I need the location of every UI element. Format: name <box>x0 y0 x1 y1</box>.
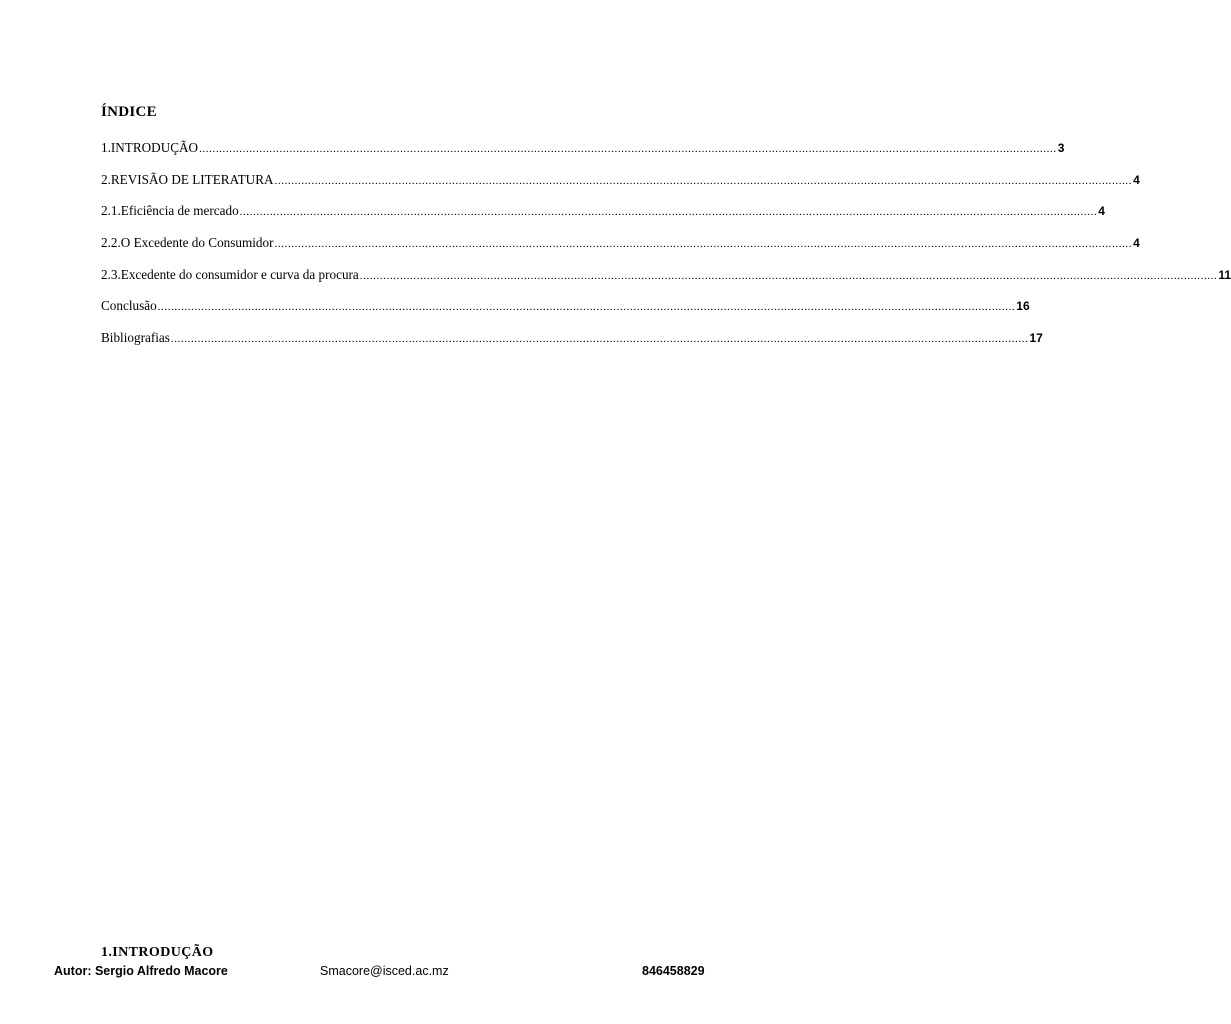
toc-entry-label: 1.INTRODUÇÃO <box>101 140 199 155</box>
toc-entry[interactable] <box>101 235 1140 267</box>
page-footer <box>0 964 768 984</box>
toc-entry[interactable] <box>101 203 1105 235</box>
table-of-contents <box>101 140 1231 362</box>
footer-author: Autor: Sergio Alfredo Macore <box>54 964 228 978</box>
toc-dot-leader <box>158 301 1016 313</box>
footer-phone-clip <box>642 964 705 978</box>
toc-entry-page: 11 <box>1218 267 1231 282</box>
toc-entry-label: 2.3.Excedente do consumidor e curva da procura <box>101 266 359 282</box>
toc-entry-page: 16 <box>1016 299 1030 314</box>
footer-email: Smacore@isced.ac.mz <box>320 964 449 978</box>
toc-dot-leader <box>199 143 1057 155</box>
toc-dot-leader <box>275 238 1133 250</box>
toc-entry[interactable] <box>101 171 1140 204</box>
toc-entry-label: 2.1.Eficiência de mercado <box>101 203 239 219</box>
toc-entry-label: Bibliografias <box>101 330 170 346</box>
toc-dot-leader <box>360 270 1218 282</box>
footer-phone: 846458829 <box>642 964 705 978</box>
toc-entry-page: 3 <box>1057 141 1065 155</box>
toc-dot-leader <box>275 175 1133 187</box>
toc-entry[interactable] <box>101 140 1065 172</box>
toc-entry-page: 17 <box>1029 331 1043 346</box>
toc-entry-label: Conclusão <box>101 298 157 314</box>
toc-entry-label: 2.REVISÃO DE LITERATURA <box>101 171 274 187</box>
toc-entry[interactable] <box>101 266 1231 299</box>
toc-entry-page: 4 <box>1133 236 1140 251</box>
toc-entry-page: 4 <box>1098 204 1105 219</box>
toc-entry[interactable] <box>101 330 1043 362</box>
section-heading: 1.INTRODUÇÃO <box>101 945 214 960</box>
toc-entry[interactable] <box>101 298 1030 330</box>
toc-dot-leader <box>171 333 1029 345</box>
toc-dot-leader <box>240 206 1098 218</box>
toc-entry-label: 2.2.O Excedente do Consumidor <box>101 235 274 251</box>
toc-entry-page: 4 <box>1133 172 1140 187</box>
index-title: ÍNDICE <box>101 104 157 120</box>
